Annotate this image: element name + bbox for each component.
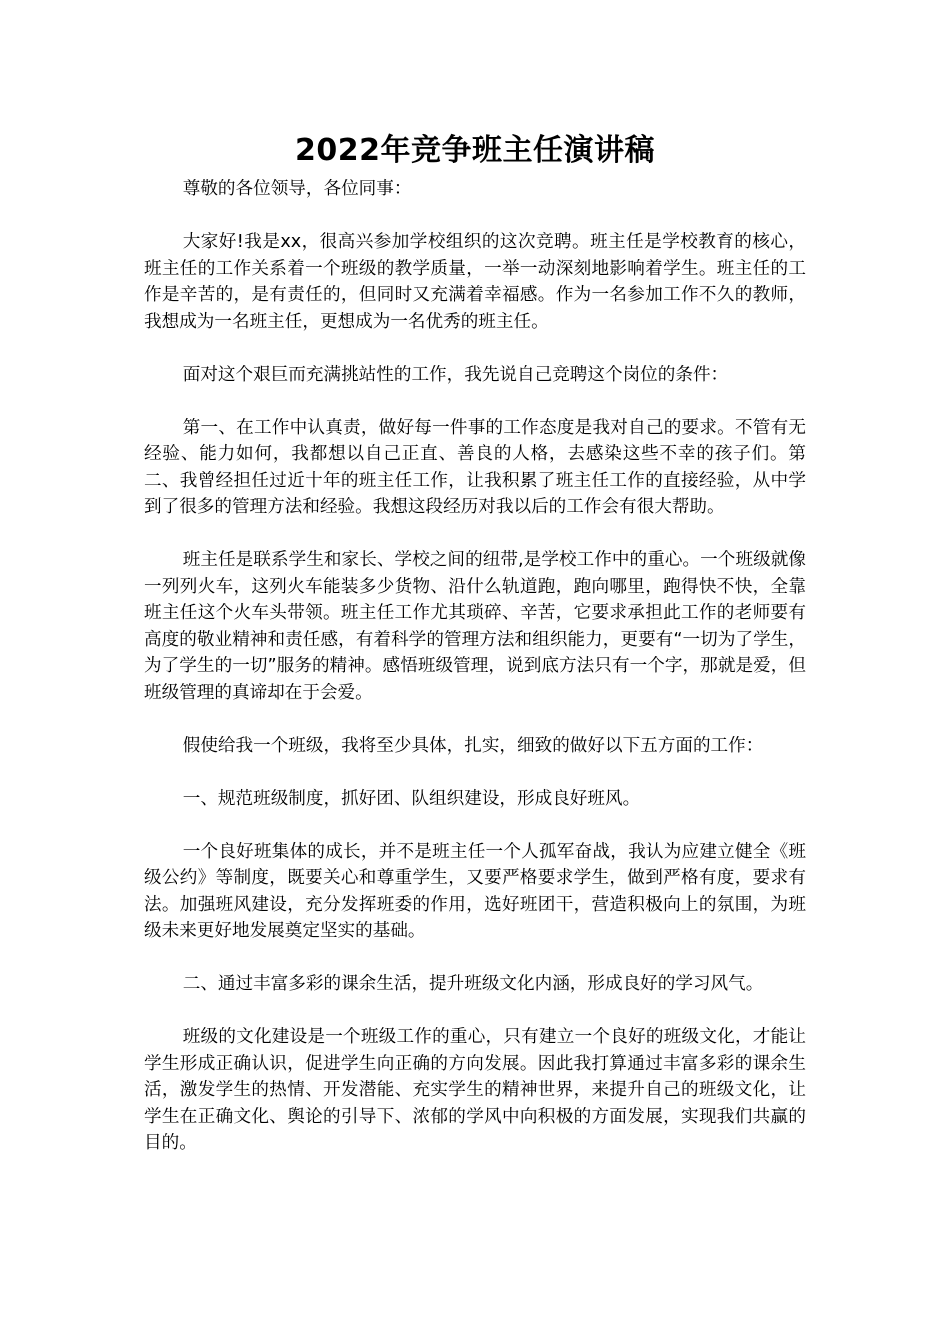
paragraph-point-one: 一个良好班集体的成长，并不是班主任一个人孤军奋战，我认为应建立健全《班级公约》等制度，既要关心和尊重学生，又要严格要求学生，做到严格有度，要求有法。加强班风建设，充分发挥班委的作用，选好班团干，营造积极向上的氛围，为班级未来更好地发展奠定坚实的基础。	[144, 841, 806, 941]
paragraph-conditions: 第一、在工作中认真责，做好每一件事的工作态度是我对自己的要求。不管有无经验、能力如何，我都想以自己正直、善良的人格，去感染这些不幸的孩子们。第二、我曾经担任过近十年的班主任工作，让我积累了班主任工作的直接经验，从中学到了很多的管理方法和经验。我想这段经历对我以后的工作会有很大帮助。	[144, 417, 806, 517]
document-page	[144, 128, 806, 1183]
paragraph-point-two: 班级的文化建设是一个班级工作的重心，只有建立一个良好的班级文化，才能让学生形成正确认识，促进学生向正确的方向发展。因此我打算通过丰富多彩的课余生活，激发学生的热情、开发潜能、充实学生的精神世界，来提升自己的班级文化，让学生在正确文化、舆论的引导下、浓郁的学风中向积极的方面发展，实现我们共赢的目的。	[144, 1027, 806, 1153]
salutation: 尊敬的各位领导，各位同事：	[182, 179, 412, 199]
paragraph-intro: 大家好!我是xx，很高兴参加学校组织的这次竞聘。班主任是学校教育的核心，班主任的工作关系着一个班级的教学质量，一举一动深刻地影响着学生。班主任的工作是辛苦的，是有责任的，但同时又充满着幸福感。作为一名参加工作不久的教师，我想成为一名班主任，更想成为一名优秀的班主任。	[144, 232, 806, 332]
document-title: 2022年竞争班主任演讲稿	[295, 133, 655, 168]
paragraph-role: 班主任是联系学生和家长、学校之间的纽带,是学校工作中的重心。一个班级就像一列列火车，这列火车能装多少货物、沿什么轨道跑，跑向哪里，跑得快不快，全靠班主任这个火车头带领。班主任工作尤其琐碎、辛苦，它要求承担此工作的老师要有高度的敬业精神和责任感，有着科学的管理方法和组织能力，更要有“一切为了学生，为了学生的一切”服务的精神。感悟班级管理，说到底方法只有一个字，那就是爱，但班级管理的真谛却在于会爱。	[144, 550, 806, 703]
paragraph-conditions-lead: 面对这个艰巨而充满挑站性的工作，我先说自己竞聘这个岗位的条件：	[182, 364, 729, 385]
paragraph-plan-lead: 假使给我一个班级，我将至少具体，扎实，细致的做好以下五方面的工作：	[182, 735, 764, 756]
heading-point-two: 二、通过丰富多彩的课余生活，提升班级文化内涵，形成良好的学习风气。	[182, 974, 764, 994]
heading-point-one: 一、规范班级制度，抓好团、队组织建设，形成良好班风。	[182, 788, 641, 809]
